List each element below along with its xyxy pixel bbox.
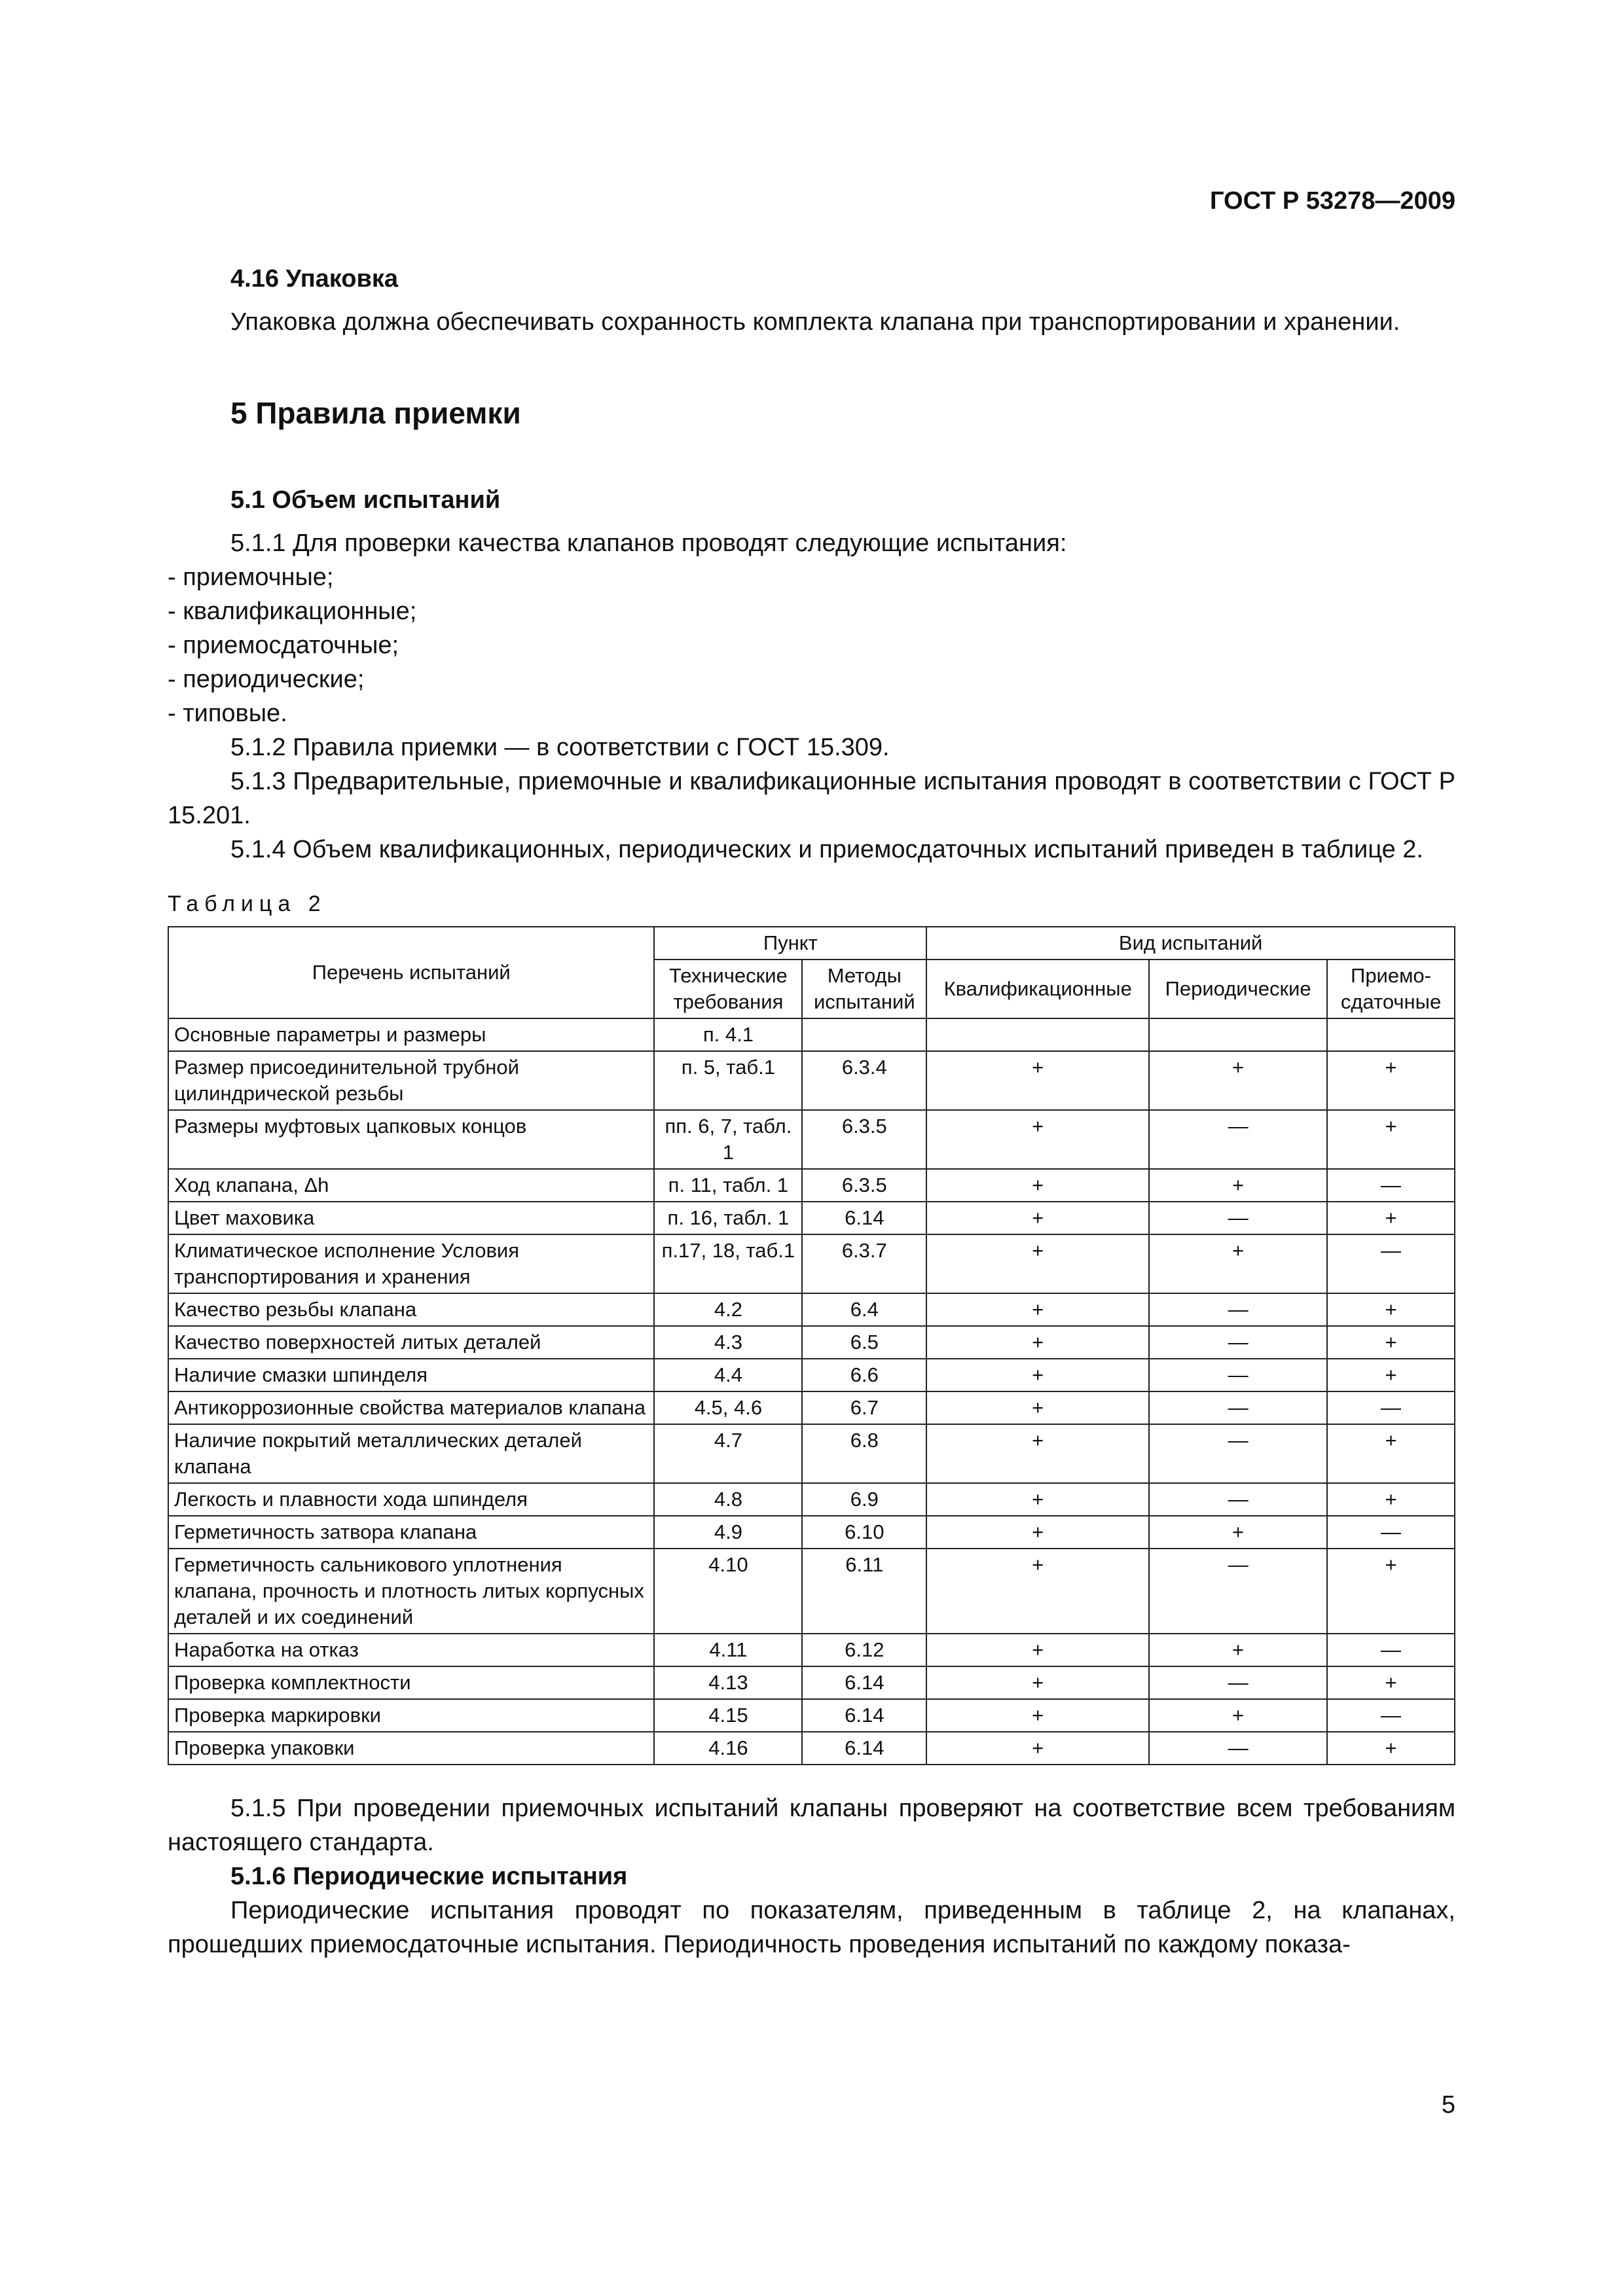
paragraph-5-1-3: 5.1.3 Предварительные, приемочные и квалификационные испытания проводят в соответствии с ГОСТ Р 15.201. — [168, 768, 1455, 829]
cell-test-method — [802, 1018, 926, 1051]
cell-periodic: — — [1149, 1424, 1327, 1483]
paragraph-5-1-1: 5.1.1 Для проверки качества клапанов проводят следующие испытания: — [230, 529, 1067, 557]
section-5-1-title: 5.1 Объем испытаний — [230, 486, 501, 514]
cell-qualification: + — [926, 1234, 1149, 1293]
table-row — [168, 1359, 1455, 1391]
cell-test-name: Антикоррозионные свойства материалов клапана — [168, 1391, 654, 1424]
table-row — [168, 1732, 1455, 1765]
cell-tech-requirements: п.17, 18, таб.1 — [654, 1234, 802, 1293]
cell-test-method: 6.14 — [802, 1666, 926, 1699]
cell-qualification: + — [926, 1549, 1149, 1634]
cell-test-method: 6.5 — [802, 1326, 926, 1359]
header-test-methods: Методы испытаний — [802, 960, 926, 1018]
cell-qualification: + — [926, 1483, 1149, 1516]
cell-test-method: 6.3.5 — [802, 1169, 926, 1202]
table-row — [168, 1483, 1455, 1516]
table-row — [168, 1516, 1455, 1549]
cell-tech-requirements: 4.7 — [654, 1424, 802, 1483]
cell-qualification: + — [926, 1424, 1149, 1483]
list-item: - приемосдаточные; — [168, 632, 399, 659]
cell-qualification: + — [926, 1516, 1149, 1549]
cell-periodic: — — [1149, 1202, 1327, 1234]
cell-qualification: + — [926, 1634, 1149, 1666]
cell-test-method: 6.8 — [802, 1424, 926, 1483]
table-row — [168, 1169, 1455, 1202]
table-row — [168, 1110, 1455, 1169]
table-row — [168, 1018, 1455, 1051]
cell-acceptance: + — [1327, 1202, 1455, 1234]
cell-test-name: Наличие смазки шпинделя — [168, 1359, 654, 1391]
cell-test-name: Герметичность затвора клапана — [168, 1516, 654, 1549]
paragraph-5-1-6: Периодические испытания проводят по показателям, приведенным в таблице 2, на клапанах, прошедших приемосдаточные испытания. Периодичность проведения испытаний по каждому показа- — [168, 1897, 1455, 1958]
cell-acceptance: — — [1327, 1391, 1455, 1424]
cell-tech-requirements: 4.9 — [654, 1516, 802, 1549]
cell-qualification: + — [926, 1051, 1149, 1110]
list-item: - типовые. — [168, 700, 287, 727]
table-row — [168, 1293, 1455, 1326]
cell-test-name: Ход клапана, Δh — [168, 1169, 654, 1202]
page-number: 5 — [1441, 2091, 1455, 2119]
cell-tech-requirements: 4.11 — [654, 1634, 802, 1666]
table-body — [168, 1018, 1455, 1765]
cell-qualification: + — [926, 1666, 1149, 1699]
table-caption: Таблица 2 — [168, 891, 327, 916]
table-row — [168, 1699, 1455, 1732]
cell-periodic: — — [1149, 1110, 1327, 1169]
header-tech-requirements: Технические требования — [654, 960, 802, 1018]
table-row — [168, 1634, 1455, 1666]
cell-acceptance: + — [1327, 1424, 1455, 1483]
cell-test-name: Герметичность сальникового уплотнения клапана, прочность и плотность литых корпусных деталей и их соединений — [168, 1549, 654, 1634]
section-5-title: 5 Правила приемки — [230, 396, 521, 430]
cell-acceptance: + — [1327, 1051, 1455, 1110]
cell-test-method: 6.3.5 — [802, 1110, 926, 1169]
cell-acceptance: + — [1327, 1549, 1455, 1634]
list-item: - квалификационные; — [168, 598, 417, 625]
cell-tech-requirements: 4.8 — [654, 1483, 802, 1516]
cell-qualification — [926, 1018, 1149, 1051]
cell-qualification: + — [926, 1359, 1149, 1391]
cell-periodic: + — [1149, 1699, 1327, 1732]
cell-periodic: + — [1149, 1234, 1327, 1293]
cell-qualification: + — [926, 1202, 1149, 1234]
header-punkt: Пункт — [654, 927, 926, 960]
cell-test-name: Климатическое исполнение Условия транспортирования и хранения — [168, 1234, 654, 1293]
cell-test-method: 6.3.4 — [802, 1051, 926, 1110]
header-acceptance: Приемо-сдаточные — [1327, 960, 1455, 1018]
section-4-16-title: 4.16 Упаковка — [230, 265, 399, 293]
cell-tech-requirements: 4.15 — [654, 1699, 802, 1732]
cell-tech-requirements: п. 4.1 — [654, 1018, 802, 1051]
cell-tech-requirements: 4.13 — [654, 1666, 802, 1699]
cell-periodic: + — [1149, 1634, 1327, 1666]
cell-qualification: + — [926, 1293, 1149, 1326]
cell-acceptance: — — [1327, 1699, 1455, 1732]
cell-test-method: 6.3.7 — [802, 1234, 926, 1293]
table-row — [168, 1666, 1455, 1699]
cell-qualification: + — [926, 1732, 1149, 1765]
cell-tech-requirements: 4.10 — [654, 1549, 802, 1634]
cell-acceptance: + — [1327, 1666, 1455, 1699]
cell-acceptance: + — [1327, 1732, 1455, 1765]
cell-qualification: + — [926, 1326, 1149, 1359]
cell-test-name: Наличие покрытий металлических деталей клапана — [168, 1424, 654, 1483]
table-row — [168, 1549, 1455, 1634]
paragraph-5-1-5: 5.1.5 При проведении приемочных испытаний клапаны проверяют на соответствие всем требованиям настоящего стандарта. — [168, 1795, 1455, 1856]
cell-periodic: — — [1149, 1483, 1327, 1516]
section-5-1-6-title: 5.1.6 Периодические испытания — [230, 1863, 628, 1890]
cell-acceptance: — — [1327, 1634, 1455, 1666]
cell-test-name: Проверка упаковки — [168, 1732, 654, 1765]
cell-acceptance: — — [1327, 1169, 1455, 1202]
cell-test-method: 6.12 — [802, 1634, 926, 1666]
cell-test-method: 6.4 — [802, 1293, 926, 1326]
header-test-type: Вид испытаний — [926, 927, 1455, 960]
cell-tech-requirements: 4.5, 4.6 — [654, 1391, 802, 1424]
cell-tech-requirements: 4.3 — [654, 1326, 802, 1359]
cell-periodic: + — [1149, 1051, 1327, 1110]
cell-periodic: — — [1149, 1549, 1327, 1634]
cell-periodic — [1149, 1018, 1327, 1051]
header-test-list: Перечень испытаний — [168, 927, 654, 1018]
cell-acceptance — [1327, 1018, 1455, 1051]
cell-periodic: — — [1149, 1732, 1327, 1765]
cell-tech-requirements: п. 5, таб.1 — [654, 1051, 802, 1110]
cell-periodic: + — [1149, 1516, 1327, 1549]
list-item: - периодические; — [168, 666, 365, 693]
table-row — [168, 1051, 1455, 1110]
table-row — [168, 1424, 1455, 1483]
cell-acceptance: + — [1327, 1110, 1455, 1169]
cell-tech-requirements: 4.2 — [654, 1293, 802, 1326]
cell-test-name: Легкость и плавности хода шпинделя — [168, 1483, 654, 1516]
tests-table — [168, 926, 1455, 1765]
section-4-16-text: Упаковка должна обеспечивать сохранность комплекта клапана при транспортировании и хранении. — [230, 308, 1400, 336]
cell-test-name: Размеры муфтовых цапковых концов — [168, 1110, 654, 1169]
cell-periodic: — — [1149, 1326, 1327, 1359]
list-item: - приемочные; — [168, 564, 334, 591]
cell-acceptance: — — [1327, 1234, 1455, 1293]
cell-tech-requirements: п. 16, табл. 1 — [654, 1202, 802, 1234]
cell-acceptance: + — [1327, 1483, 1455, 1516]
cell-test-method: 6.9 — [802, 1483, 926, 1516]
cell-qualification: + — [926, 1699, 1149, 1732]
header-periodic: Периодические — [1149, 960, 1327, 1018]
cell-qualification: + — [926, 1391, 1149, 1424]
cell-periodic: + — [1149, 1169, 1327, 1202]
paragraph-5-1-2: 5.1.2 Правила приемки — в соответствии с ГОСТ 15.309. — [230, 734, 890, 761]
cell-test-method: 6.6 — [802, 1359, 926, 1391]
header-qualification: Квалификационные — [926, 960, 1149, 1018]
cell-tech-requirements: 4.16 — [654, 1732, 802, 1765]
cell-acceptance: — — [1327, 1516, 1455, 1549]
cell-test-method: 6.10 — [802, 1516, 926, 1549]
cell-test-name: Проверка маркировки — [168, 1699, 654, 1732]
cell-periodic: — — [1149, 1359, 1327, 1391]
cell-tech-requirements: 4.4 — [654, 1359, 802, 1391]
cell-test-name: Качество резьбы клапана — [168, 1293, 654, 1326]
paragraph-5-1-4: 5.1.4 Объем квалификационных, периодических и приемосдаточных испытаний приведен в таблице 2. — [230, 836, 1423, 863]
cell-test-method: 6.11 — [802, 1549, 926, 1634]
page-content — [168, 262, 1455, 1962]
cell-tech-requirements: пп. 6, 7, табл. 1 — [654, 1110, 802, 1169]
document-header: ГОСТ Р 53278—2009 — [1210, 187, 1455, 215]
cell-test-method: 6.7 — [802, 1391, 926, 1424]
cell-qualification: + — [926, 1110, 1149, 1169]
tests-list — [168, 560, 1455, 730]
cell-periodic: — — [1149, 1666, 1327, 1699]
table-row — [168, 1202, 1455, 1234]
cell-acceptance: + — [1327, 1359, 1455, 1391]
cell-periodic: — — [1149, 1293, 1327, 1326]
table-row — [168, 1234, 1455, 1293]
cell-tech-requirements: п. 11, табл. 1 — [654, 1169, 802, 1202]
cell-qualification: + — [926, 1169, 1149, 1202]
cell-acceptance: + — [1327, 1326, 1455, 1359]
cell-test-name: Качество поверхностей литых деталей — [168, 1326, 654, 1359]
table-row — [168, 1326, 1455, 1359]
cell-test-name: Размер присоединительной трубной цилиндрической резьбы — [168, 1051, 654, 1110]
cell-test-method: 6.14 — [802, 1732, 926, 1765]
cell-test-name: Проверка комплектности — [168, 1666, 654, 1699]
cell-test-name: Наработка на отказ — [168, 1634, 654, 1666]
cell-test-method: 6.14 — [802, 1202, 926, 1234]
cell-test-name: Основные параметры и размеры — [168, 1018, 654, 1051]
cell-test-method: 6.14 — [802, 1699, 926, 1732]
cell-test-name: Цвет маховика — [168, 1202, 654, 1234]
cell-periodic: — — [1149, 1391, 1327, 1424]
table-row — [168, 1391, 1455, 1424]
cell-acceptance: + — [1327, 1293, 1455, 1326]
